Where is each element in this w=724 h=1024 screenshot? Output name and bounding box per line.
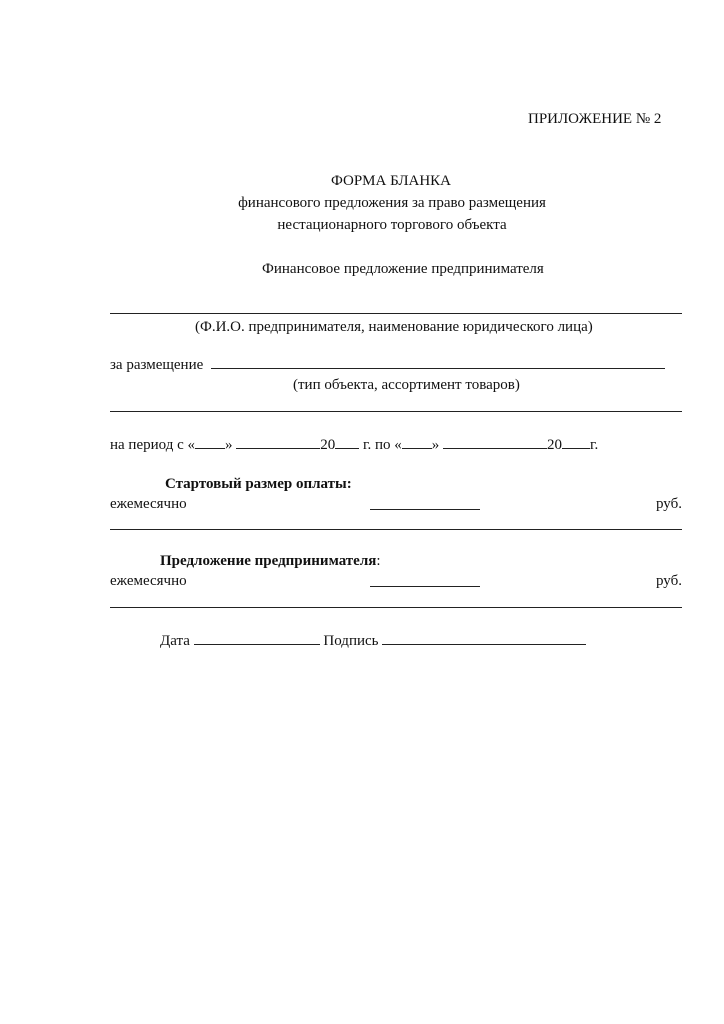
quote-close-2: » xyxy=(431,437,440,453)
placement-caption: (тип объекта, ассортимент товаров) xyxy=(293,377,520,393)
offer-unit: руб. xyxy=(656,573,682,589)
end-year-prefix: 20 xyxy=(547,437,563,453)
period-end-month-field[interactable] xyxy=(443,436,547,449)
offer-amount-field[interactable] xyxy=(370,574,480,587)
form-title-line-2: финансового предложения за право размещения xyxy=(238,195,546,211)
placement-row xyxy=(110,356,682,374)
date-field[interactable] xyxy=(194,632,320,645)
form-title-line-3: нестационарного торгового объекта xyxy=(277,217,507,233)
offer-row xyxy=(110,572,682,590)
offer-heading-colon: : xyxy=(376,553,381,569)
period-start-month-field[interactable] xyxy=(236,436,320,449)
placement-fill-line-2[interactable] xyxy=(110,411,682,412)
form-subtitle: Финансовое предложение предпринимателя xyxy=(262,261,544,277)
placement-label: за размещение xyxy=(110,357,204,373)
signature-label: Подпись xyxy=(323,633,379,649)
start-payment-period-label: ежемесячно xyxy=(110,496,187,512)
quote-close: » xyxy=(225,437,233,453)
form-title: ФОРМА БЛАНКА xyxy=(330,173,452,189)
name-caption: (Ф.И.О. предпринимателя, наименование юридического лица) xyxy=(195,319,593,335)
period-start-year-field[interactable] xyxy=(335,436,359,449)
start-payment-fill-line[interactable] xyxy=(110,529,682,530)
year-prefix: 20 xyxy=(320,437,336,453)
period-from-label: на период с « xyxy=(110,437,196,453)
placement-fill-line[interactable] xyxy=(211,356,665,369)
period-to-label: г. по « xyxy=(363,437,402,453)
offer-fill-line[interactable] xyxy=(110,607,682,608)
date-label: Дата xyxy=(160,633,190,649)
start-payment-unit: руб. xyxy=(656,496,682,512)
period-start-day-field[interactable] xyxy=(195,436,225,449)
signature-row xyxy=(160,632,586,650)
offer-period-label: ежемесячно xyxy=(110,573,187,589)
offer-heading-text: Предложение предпринимателя xyxy=(160,553,377,569)
start-payment-heading: Стартовый размер оплаты: xyxy=(165,476,352,492)
offer-heading xyxy=(160,552,381,570)
period-end-year-field[interactable] xyxy=(562,436,590,449)
period-end-suffix: г. xyxy=(590,437,599,453)
appendix-number: ПРИЛОЖЕНИЕ № 2 xyxy=(528,111,662,127)
start-payment-amount-field[interactable] xyxy=(370,497,480,510)
name-fill-line[interactable] xyxy=(110,313,682,314)
period-end-day-field[interactable] xyxy=(402,436,432,449)
signature-field[interactable] xyxy=(382,632,586,645)
period-row xyxy=(110,436,682,454)
start-payment-row xyxy=(110,495,682,513)
